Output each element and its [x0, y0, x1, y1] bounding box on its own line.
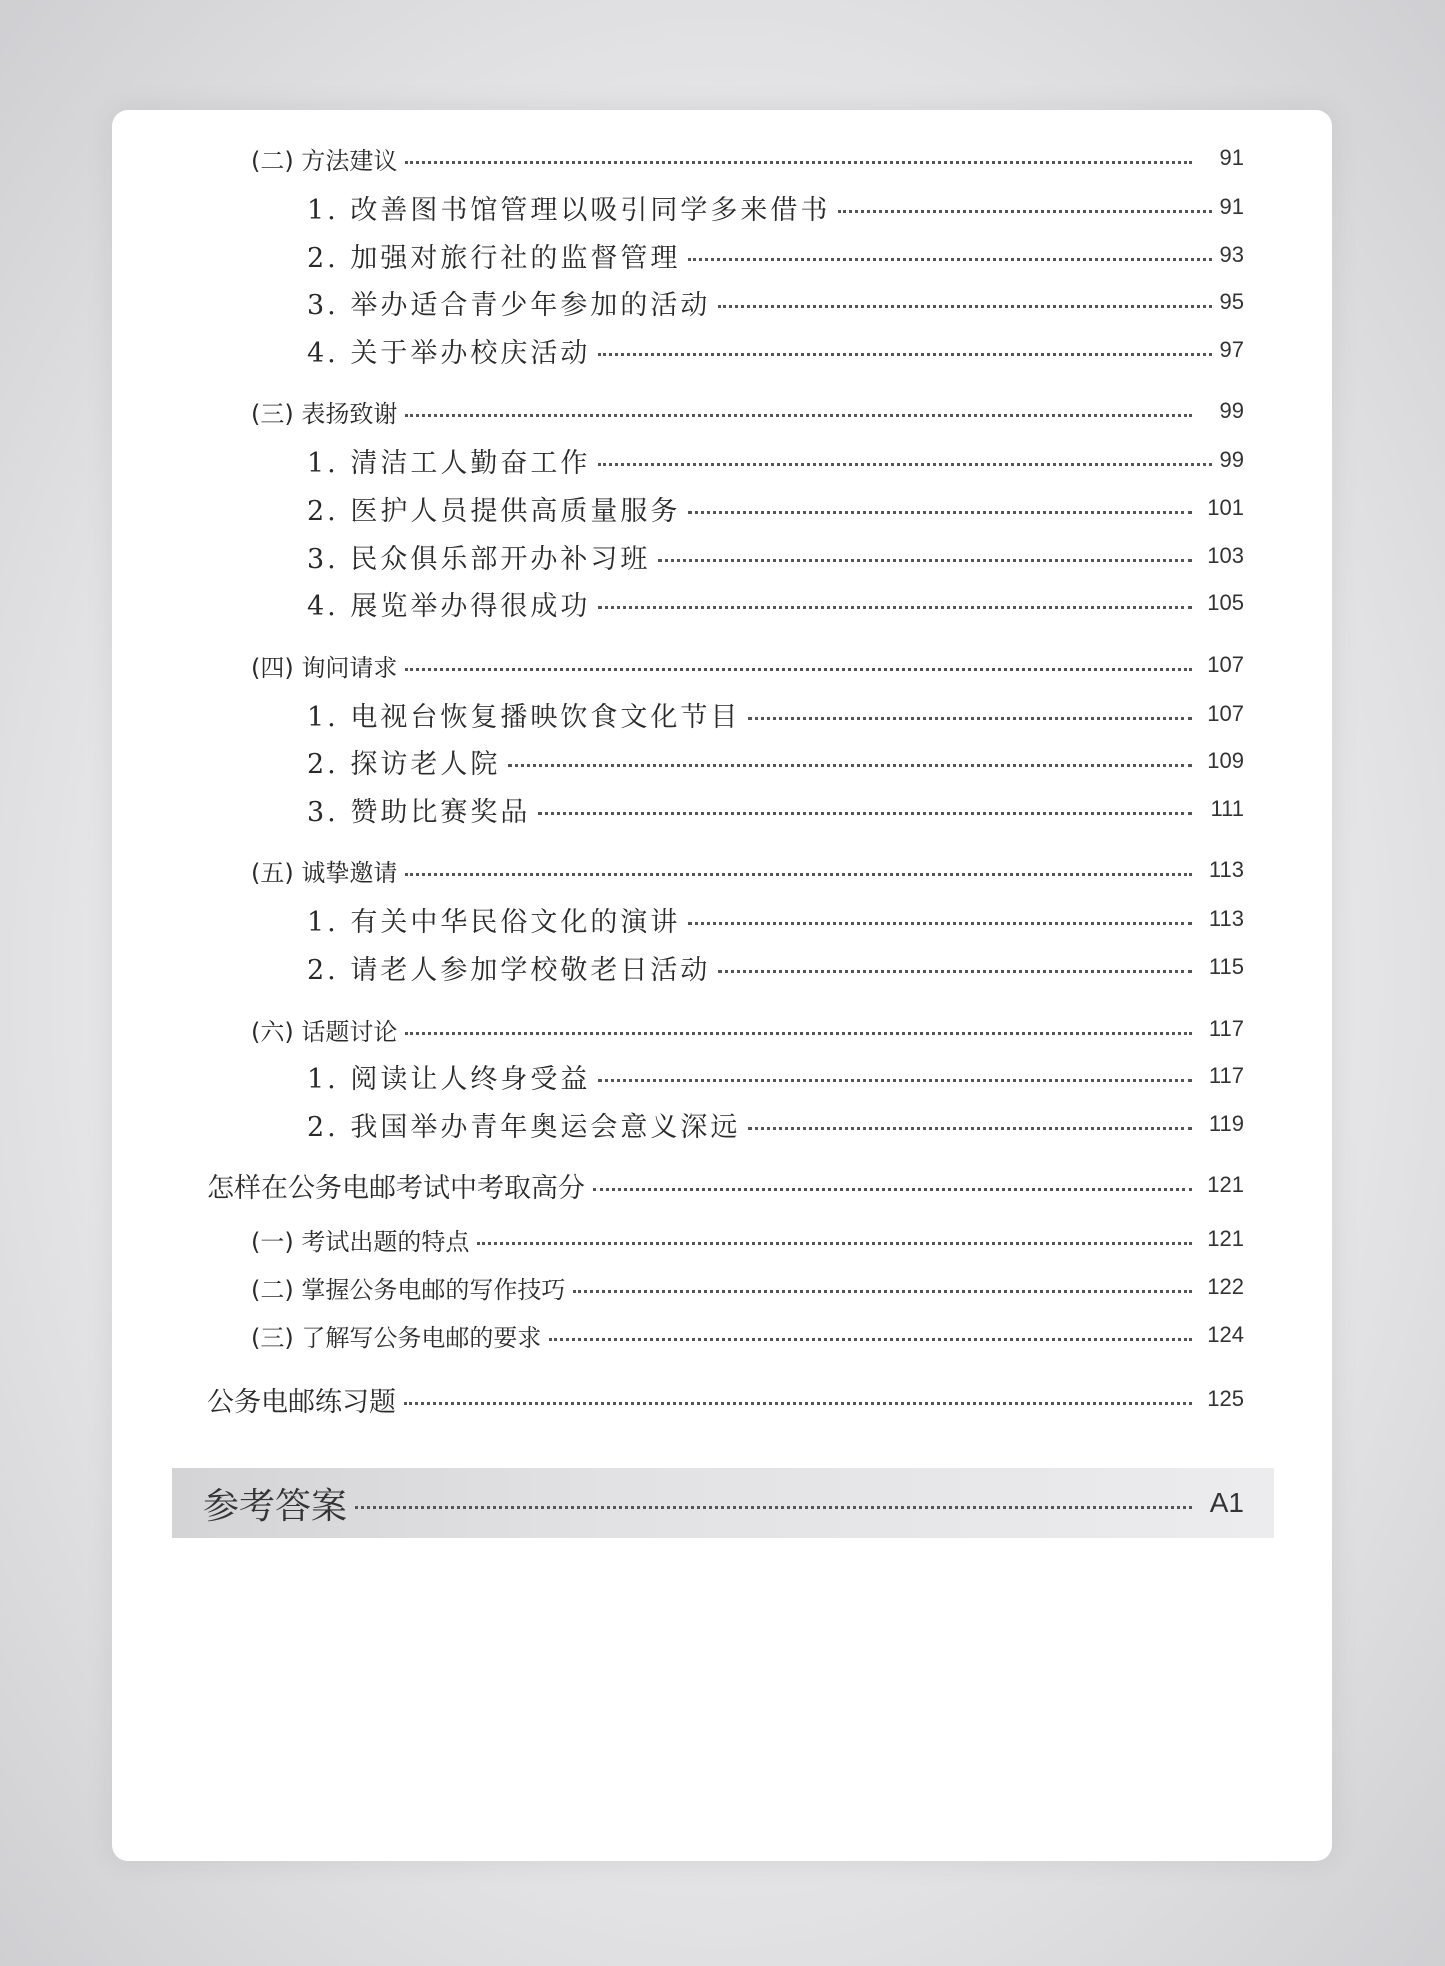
toc-entry-page: 95	[1219, 289, 1244, 314]
dot-leader	[593, 1188, 1192, 1191]
dot-leader	[573, 1290, 1192, 1293]
toc-entry-title: 4. 关于举办校庆活动	[307, 337, 591, 369]
toc-entry-page: A1	[1209, 1487, 1244, 1518]
toc-entry-title: (五) 诚挚邀请	[251, 858, 398, 887]
toc-entry[interactable]	[251, 1009, 1244, 1049]
toc-entry-page: 125	[1207, 1386, 1244, 1411]
toc-entry-title: 1. 电视台恢复播映饮食文化节目	[307, 701, 741, 733]
dot-leader	[404, 1402, 1192, 1405]
toc-entry-page: 99	[1219, 447, 1244, 472]
dot-leader	[748, 717, 1192, 720]
toc-entry[interactable]	[307, 789, 1244, 829]
toc-entry[interactable]	[251, 850, 1244, 890]
toc-entry-page: 101	[1207, 495, 1244, 520]
toc-entry[interactable]	[203, 1483, 1244, 1527]
toc-entry-page: 119	[1208, 1111, 1244, 1136]
toc-entry[interactable]	[251, 138, 1244, 178]
dot-leader	[405, 873, 1192, 876]
toc-entry[interactable]	[307, 282, 1244, 322]
dot-leader	[405, 161, 1192, 164]
toc-entry[interactable]	[251, 391, 1244, 431]
toc-entry-title: 2. 请老人参加学校敬老日活动	[307, 954, 711, 986]
toc-entry[interactable]	[307, 330, 1244, 370]
toc-entry-page: 124	[1207, 1322, 1244, 1347]
toc-entry[interactable]	[307, 741, 1244, 781]
toc-entry-page: 109	[1207, 748, 1244, 773]
dot-leader	[508, 764, 1192, 767]
toc-entry-title: 3. 民众俱乐部开办补习班	[307, 543, 651, 575]
toc-entry-page: 117	[1208, 1016, 1244, 1041]
toc-entry-page: 107	[1207, 652, 1244, 677]
toc-entry-title: 1. 清洁工人勤奋工作	[307, 447, 591, 479]
toc-entry-page: 93	[1219, 242, 1244, 267]
toc-entry-page: 103	[1207, 543, 1244, 568]
toc-entry[interactable]	[307, 440, 1244, 480]
toc-entry[interactable]	[307, 235, 1244, 275]
toc-entry-title: 1. 有关中华民俗文化的演讲	[307, 906, 681, 938]
dot-leader	[355, 1506, 1192, 1509]
dot-leader	[658, 559, 1192, 562]
toc-entry-page: 107	[1207, 701, 1244, 726]
toc-entry-title: 1. 阅读让人终身受益	[307, 1063, 591, 1095]
dot-leader	[598, 1079, 1192, 1082]
dot-leader	[598, 353, 1211, 356]
toc-entry[interactable]	[307, 583, 1244, 623]
dot-leader	[598, 463, 1211, 466]
toc-entry-title: 1. 改善图书馆管理以吸引同学多来借书	[307, 194, 831, 226]
toc-entry[interactable]	[307, 947, 1244, 987]
dot-leader	[477, 1242, 1192, 1245]
toc-entry-page: 113	[1208, 906, 1244, 931]
toc-entry[interactable]	[307, 187, 1244, 227]
toc-entry[interactable]	[207, 1379, 1244, 1419]
toc-entry-title: (四) 询问请求	[251, 653, 398, 682]
toc-entry[interactable]	[307, 1104, 1244, 1144]
toc-entry-title: 4. 展览举办得很成功	[307, 590, 591, 622]
toc-entry-page: 91	[1219, 145, 1244, 170]
dot-leader	[688, 511, 1192, 514]
toc-entry[interactable]	[307, 1056, 1244, 1096]
dot-leader	[538, 812, 1192, 815]
toc-entry-title: 怎样在公务电邮考试中考取高分	[207, 1172, 585, 1204]
toc-entry-page: 113	[1208, 857, 1244, 882]
toc-entry-page: 91	[1219, 194, 1244, 219]
dot-leader	[405, 1032, 1192, 1035]
toc-entry-page: 99	[1219, 398, 1244, 423]
toc-entry[interactable]	[207, 1165, 1244, 1205]
toc-entry-page: 111	[1210, 796, 1244, 821]
toc-entry-page: 97	[1219, 337, 1244, 362]
toc-entry-page: 115	[1208, 954, 1244, 979]
toc-entry-title: (一) 考试出题的特点	[251, 1227, 470, 1256]
dot-leader	[748, 1127, 1192, 1130]
dot-leader	[405, 668, 1192, 671]
dot-leader	[549, 1338, 1192, 1341]
toc-entry-page: 105	[1207, 590, 1244, 615]
toc-entry-title: 3. 赞助比赛奖品	[307, 796, 531, 828]
dot-leader	[718, 305, 1211, 308]
toc-entry-page: 121	[1207, 1226, 1244, 1251]
toc-entry-title: (二) 掌握公务电邮的写作技巧	[251, 1275, 566, 1304]
toc-entry-title: (三) 表扬致谢	[251, 399, 398, 428]
toc-entry-title: (二) 方法建议	[251, 146, 398, 175]
dot-leader	[688, 922, 1192, 925]
toc-entry-title: 公务电邮练习题	[207, 1386, 396, 1418]
toc-entry[interactable]	[251, 1315, 1244, 1355]
dot-leader	[598, 606, 1192, 609]
toc-entry[interactable]	[251, 645, 1244, 685]
toc-entry[interactable]	[307, 536, 1244, 576]
dot-leader	[688, 258, 1211, 261]
toc-entry[interactable]	[307, 899, 1244, 939]
toc-entry-page: 117	[1208, 1063, 1244, 1088]
dot-leader	[838, 210, 1211, 213]
dot-leader	[405, 414, 1192, 417]
toc-entry-title: (三) 了解写公务电邮的要求	[251, 1323, 542, 1352]
toc-entry-page: 122	[1207, 1274, 1244, 1299]
toc-entry-title: (六) 话题讨论	[251, 1017, 398, 1046]
dot-leader	[718, 970, 1192, 973]
toc-entry-title: 2. 我国举办青年奥运会意义深远	[307, 1111, 741, 1143]
toc-entry[interactable]	[307, 488, 1244, 528]
toc-entry-title: 2. 医护人员提供高质量服务	[307, 495, 681, 527]
toc-entry-title: 参考答案	[203, 1485, 348, 1527]
toc-entry-title: 2. 探访老人院	[307, 748, 501, 780]
toc-entry[interactable]	[251, 1219, 1244, 1259]
toc-entry-title: 2. 加强对旅行社的监督管理	[307, 242, 681, 274]
toc-entry-title: 3. 举办适合青少年参加的活动	[307, 289, 711, 321]
toc-entry[interactable]	[307, 694, 1244, 734]
toc-entry-page: 121	[1207, 1172, 1244, 1197]
toc-entry[interactable]	[251, 1267, 1244, 1307]
